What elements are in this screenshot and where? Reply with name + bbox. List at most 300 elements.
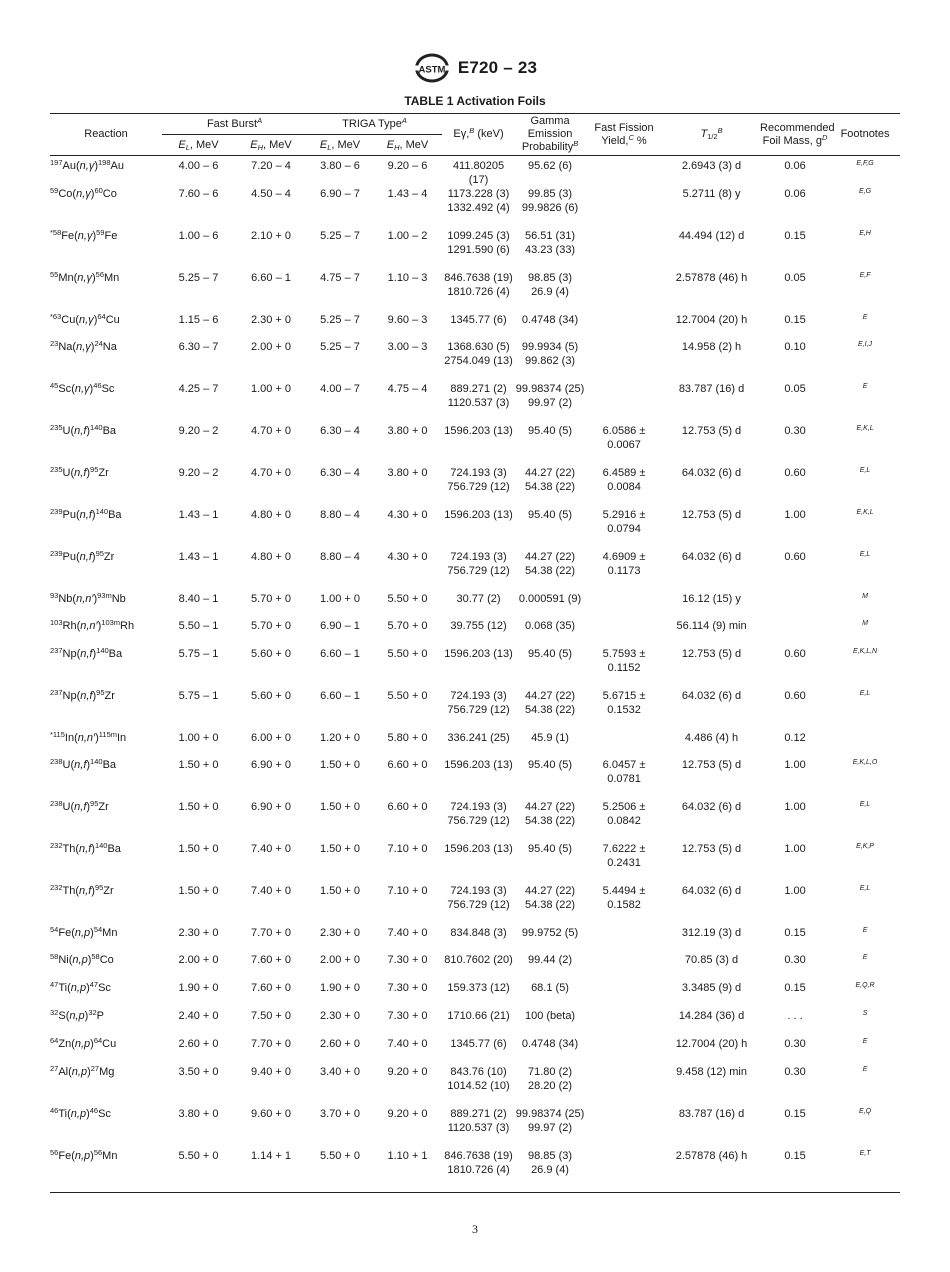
target-mass-number: 232 xyxy=(50,841,63,850)
footnote-refs: E,Q,R xyxy=(855,982,875,989)
footnote-refs: E,L xyxy=(859,551,871,558)
foil-mass-value: 0.30 xyxy=(784,1066,806,1078)
table-row xyxy=(50,156,900,188)
gamma-energy-cell-line-1: 39.755 (12) xyxy=(450,620,507,632)
target-mass-number: 23 xyxy=(50,339,59,348)
foil-mass-value: 0.05 xyxy=(784,383,806,395)
triga-el-cell xyxy=(307,1149,373,1192)
table-row xyxy=(50,1149,900,1192)
col-half-life: $T_{1/2}^B$ xyxy=(663,114,760,156)
product-element: In xyxy=(117,732,127,744)
fast-burst-eh-cell xyxy=(235,592,307,619)
target-mass-number: 64 xyxy=(50,1036,59,1045)
footnote-refs: E,F xyxy=(859,272,871,279)
table-row xyxy=(50,1107,900,1149)
foil-mass-value: 1.00 xyxy=(784,843,806,855)
reaction-channel: n,γ xyxy=(77,230,93,242)
triga-eh-cell-value: 7.10 + 0 xyxy=(387,843,428,855)
half-life-cell xyxy=(663,981,760,1009)
half-life-cell xyxy=(663,187,760,229)
triga-el-cell-value: 6.60 – 1 xyxy=(320,690,360,702)
target-element: Ti xyxy=(58,982,68,994)
half-life-cell xyxy=(663,424,760,466)
fast-burst-el-cell-value: 5.25 – 7 xyxy=(178,272,219,284)
foil-mass-cell xyxy=(760,758,830,800)
footnotes-cell xyxy=(830,313,900,340)
half-life-cell xyxy=(663,647,760,689)
col-fast-fission-yield: Fast Fission Yield,$^C$ % xyxy=(585,114,663,156)
target-element: Co xyxy=(58,188,73,200)
gamma-energy-cell xyxy=(442,340,515,382)
half-life-value: 70.85 (3) d xyxy=(684,954,739,966)
fast-burst-eh-cell-value: 7.40 + 0 xyxy=(250,885,292,897)
triga-el-cell-value: 2.30 + 0 xyxy=(319,1010,361,1022)
fission-yield-cell xyxy=(585,1107,663,1149)
gamma-energy-cell xyxy=(442,758,515,800)
col-triga-el: $E_L$, MeV xyxy=(307,135,373,156)
foil-mass-cell xyxy=(760,800,830,842)
footnotes-cell xyxy=(830,884,900,926)
triga-eh-cell xyxy=(373,424,442,466)
fission-yield-cell xyxy=(585,550,663,592)
half-life-cell xyxy=(663,1149,760,1192)
triga-el-cell xyxy=(307,842,373,884)
fast-burst-el-cell-value: 1.43 – 1 xyxy=(178,509,219,521)
foil-mass-value: 0.60 xyxy=(784,648,806,660)
footnote-refs: E,L xyxy=(859,885,871,892)
fast-burst-eh-cell xyxy=(235,1009,307,1037)
gamma-energy-cell xyxy=(442,382,515,424)
product-element: Mn xyxy=(102,1150,118,1162)
product-mass-number: 24 xyxy=(94,339,103,348)
page-number: 3 xyxy=(472,1222,478,1236)
triga-eh-cell-value: 7.10 + 0 xyxy=(387,885,428,897)
gamma-energy-cell-line-1: 1345.77 (6) xyxy=(450,314,507,326)
gamma-probability-cell-line-1: 99.44 (2) xyxy=(528,954,573,966)
half-life-cell xyxy=(663,689,760,731)
half-life-value: 12.753 (5) d xyxy=(681,648,742,660)
reaction-cell: $^{235}U(n,f)^{95}Zr$ xyxy=(50,465,109,479)
triga-el-cell xyxy=(307,271,373,313)
fission-yield-cell xyxy=(585,271,663,313)
gamma-energy-cell-line-2: 1120.537 (3) xyxy=(447,1122,510,1134)
foil-mass-value: 0.30 xyxy=(784,1038,806,1050)
product-element: Zr xyxy=(103,551,115,563)
triga-el-cell xyxy=(307,981,373,1009)
triga-eh-cell xyxy=(373,466,442,508)
reaction-channel: n,f xyxy=(74,425,87,437)
fast-burst-el-cell xyxy=(162,313,235,340)
fission-yield-cell xyxy=(585,156,663,188)
product-element: P xyxy=(96,1010,105,1022)
triga-el-cell-value: 1.20 + 0 xyxy=(319,732,361,744)
col-triga-eh: $E_H$, MeV xyxy=(373,135,442,156)
fast-burst-el-cell-value: 9.20 – 2 xyxy=(178,425,219,437)
fast-burst-el-cell-value: 8.40 – 1 xyxy=(178,593,219,605)
footnote-refs: E,L xyxy=(859,467,871,474)
foil-mass-value: . . . xyxy=(787,1010,803,1022)
fast-burst-el-cell-value: 5.75 – 1 xyxy=(178,648,219,660)
gamma-probability-cell-line-2: 26.9 (4) xyxy=(531,1164,569,1176)
foil-mass-value: 0.15 xyxy=(784,1108,806,1120)
reaction-cell: $^{239}Pu(n,f)^{95}Zr$ xyxy=(50,549,115,563)
target-element: Th xyxy=(62,885,76,897)
fast-burst-eh-cell xyxy=(235,953,307,981)
table-row xyxy=(50,340,900,382)
fast-burst-el-cell xyxy=(162,229,235,271)
triga-eh-cell xyxy=(373,1065,442,1107)
fission-yield-cell xyxy=(585,382,663,424)
gamma-probability-cell-line-1: 56.51 (31) xyxy=(524,230,576,242)
fission-yield-cell-line-1: 5.7593 ± xyxy=(602,648,646,660)
gamma-energy-cell xyxy=(442,1065,515,1107)
fission-yield-cell-line-1: 5.2916 ± xyxy=(602,509,646,521)
triga-eh-cell-value: 4.30 + 0 xyxy=(387,509,428,521)
triga-el-cell-value: 1.50 + 0 xyxy=(319,759,361,771)
target-mass-number: 237 xyxy=(50,646,63,655)
col-footnotes: Footnotes xyxy=(830,114,900,156)
product-mass-number: 54 xyxy=(93,925,103,934)
foil-mass-cell xyxy=(760,466,830,508)
triga-eh-cell xyxy=(373,689,442,731)
fast-burst-el-cell xyxy=(162,619,235,647)
foil-mass-value: 1.00 xyxy=(784,509,806,521)
footnote-refs: E,T xyxy=(859,1150,871,1157)
reaction-cell: $^{232}Th(n,f)^{95}Zr$ xyxy=(50,883,114,897)
fission-yield-cell-line-1: 5.4494 ± xyxy=(602,885,646,897)
target-element: Th xyxy=(62,843,76,855)
logo-text: ASTM xyxy=(418,64,446,76)
triga-eh-cell-value: 7.40 + 0 xyxy=(387,1038,428,1050)
half-life-cell xyxy=(663,758,760,800)
fission-yield-cell-line-1: 5.2506 ± xyxy=(602,801,646,813)
table-row xyxy=(50,424,900,466)
foil-mass-cell xyxy=(760,619,830,647)
fast-burst-eh-cell-value: 5.70 + 0 xyxy=(250,593,292,605)
half-life-value: 12.753 (5) d xyxy=(681,843,742,855)
reaction-channel: n,γ xyxy=(76,341,91,353)
fast-burst-el-cell-value: 4.00 – 6 xyxy=(178,160,219,172)
gamma-probability-cell-line-1: 0.000591 (9) xyxy=(518,593,582,605)
gamma-probability-cell-line-1: 95.62 (6) xyxy=(528,160,573,172)
fast-burst-eh-cell-value: 7.60 + 0 xyxy=(250,954,292,966)
triga-el-cell-value: 1.50 + 0 xyxy=(319,801,361,813)
gamma-probability-cell-line-2: 28.20 (2) xyxy=(528,1080,573,1092)
gamma-energy-cell xyxy=(442,424,515,466)
triga-el-cell xyxy=(307,229,373,271)
triga-el-cell-value: 5.50 + 0 xyxy=(319,1150,361,1162)
footnotes-cell xyxy=(830,1107,900,1149)
fast-burst-eh-cell xyxy=(235,229,307,271)
gamma-probability-cell-line-1: 98.85 (3) xyxy=(528,1150,573,1162)
footnotes-cell xyxy=(830,271,900,313)
fast-burst-eh-cell-value: 9.60 + 0 xyxy=(250,1108,292,1120)
target-element: Pu xyxy=(62,509,76,521)
reaction-cell: $^{46}Ti(n,p)^{46}Sc$ xyxy=(50,1106,111,1120)
target-element: Sc xyxy=(58,383,72,395)
prime-mark: ′ xyxy=(93,732,96,744)
fission-yield-cell xyxy=(585,466,663,508)
fast-burst-el-cell-value: 1.50 + 0 xyxy=(178,801,219,813)
fast-burst-el-cell xyxy=(162,1149,235,1192)
foil-mass-cell xyxy=(760,187,830,229)
triga-el-cell xyxy=(307,340,373,382)
fast-burst-eh-cell xyxy=(235,1065,307,1107)
gamma-probability-cell xyxy=(515,424,585,466)
triga-el-cell xyxy=(307,592,373,619)
gamma-energy-cell xyxy=(442,1107,515,1149)
foil-mass-value: 0.15 xyxy=(784,314,806,326)
gamma-probability-cell xyxy=(515,800,585,842)
target-element: S xyxy=(58,1010,66,1022)
gamma-probability-cell-line-1: 95.40 (5) xyxy=(528,759,573,771)
foil-mass-value: 0.06 xyxy=(784,188,806,200)
gamma-energy-cell-line-1: 810.7602 (20) xyxy=(444,954,513,966)
table-row xyxy=(50,926,900,953)
reaction-cell: $^{238}U(n,f)^{95}Zr$ xyxy=(50,799,109,813)
gamma-probability-cell-line-1: 95.40 (5) xyxy=(528,648,573,660)
gamma-probability-cell xyxy=(515,508,585,550)
fast-burst-el-cell-value: 1.50 + 0 xyxy=(178,759,219,771)
half-life-cell xyxy=(663,619,760,647)
gamma-probability-cell xyxy=(515,689,585,731)
fission-yield-cell xyxy=(585,592,663,619)
half-life-value: 2.57878 (46) h xyxy=(675,272,748,284)
gamma-probability-cell-line-1: 44.27 (22) xyxy=(524,801,576,813)
gamma-probability-cell xyxy=(515,842,585,884)
fission-yield-cell xyxy=(585,1149,663,1192)
gamma-probability-cell xyxy=(515,550,585,592)
fast-burst-el-cell-value: 2.40 + 0 xyxy=(178,1010,219,1022)
product-element: Na xyxy=(102,341,117,353)
table-row xyxy=(50,187,900,229)
reaction-cell: $^{237}Np(n,f)^{140}Ba$ xyxy=(50,646,123,660)
triga-el-cell-value: 2.30 + 0 xyxy=(319,927,361,939)
reaction-cell: $^{54}Fe(n,p)^{54}Mn$ xyxy=(50,925,118,939)
target-element: Rh xyxy=(62,620,77,632)
half-life-value: 9.458 (12) min xyxy=(676,1066,747,1078)
target-element: Np xyxy=(62,648,77,660)
product-mass-number: 93m xyxy=(97,591,112,600)
target-mass-number: 239 xyxy=(50,507,63,516)
triga-eh-cell xyxy=(373,647,442,689)
triga-el-cell-value: 1.50 + 0 xyxy=(319,885,361,897)
product-mass-number: 27 xyxy=(90,1064,100,1073)
foil-mass-value: 0.30 xyxy=(784,954,806,966)
reaction-channel: n,p xyxy=(72,954,88,966)
product-element: Au xyxy=(110,160,124,172)
gamma-probability-cell-line-1: 95.40 (5) xyxy=(528,509,573,521)
document-header xyxy=(0,52,950,84)
fast-burst-eh-cell-value: 4.80 + 0 xyxy=(250,509,292,521)
fission-yield-cell xyxy=(585,842,663,884)
footnote-refs: E,K,L,N xyxy=(852,648,878,655)
gamma-energy-cell-line-1: 724.193 (3) xyxy=(450,690,507,702)
foil-mass-cell xyxy=(760,1009,830,1037)
gamma-energy-cell xyxy=(442,156,515,188)
gamma-energy-cell xyxy=(442,884,515,926)
triga-eh-cell xyxy=(373,382,442,424)
triga-el-cell-value: 4.00 – 7 xyxy=(320,383,360,395)
triga-eh-cell xyxy=(373,800,442,842)
gamma-energy-cell-line-1: 411.80205 (17) xyxy=(452,160,505,186)
fast-burst-el-cell-value: 2.30 + 0 xyxy=(178,927,219,939)
gamma-energy-cell-line-2: 756.729 (12) xyxy=(447,481,510,493)
gamma-energy-cell xyxy=(442,229,515,271)
target-mass-number: 232 xyxy=(50,883,63,892)
target-mass-number: 93 xyxy=(50,591,59,600)
fast-burst-el-cell-value: 1.15 – 6 xyxy=(178,314,219,326)
fission-yield-cell xyxy=(585,424,663,466)
foil-mass-cell xyxy=(760,592,830,619)
table-body xyxy=(50,156,900,1193)
fast-burst-eh-cell-value: 7.40 + 0 xyxy=(250,843,292,855)
half-life-cell xyxy=(663,800,760,842)
reaction-channel: n,f xyxy=(79,843,92,855)
fission-yield-cell xyxy=(585,981,663,1009)
fission-yield-cell-line-1: 6.0586 ± xyxy=(602,425,646,437)
triga-eh-cell-value: 3.80 + 0 xyxy=(387,425,428,437)
reaction-cell: $^{64}Zn(n,p)^{64}Cu$ xyxy=(50,1036,117,1050)
fast-burst-eh-cell xyxy=(235,800,307,842)
foil-mass-value: 1.00 xyxy=(784,801,806,813)
foil-mass-cell xyxy=(760,271,830,313)
fast-burst-eh-cell-value: 6.00 + 0 xyxy=(250,732,292,744)
triga-el-cell-value: 6.30 – 4 xyxy=(320,425,360,437)
foil-mass-cell xyxy=(760,953,830,981)
product-mass-number: 46 xyxy=(93,381,102,390)
gamma-energy-cell xyxy=(442,731,515,758)
product-element: Ba xyxy=(108,509,122,521)
half-life-value: 83.787 (16) d xyxy=(678,383,745,395)
footnotes-cell xyxy=(830,1037,900,1065)
gamma-energy-cell xyxy=(442,1009,515,1037)
target-mass-number: 54 xyxy=(50,925,59,934)
fission-yield-cell-line-2: 0.0084 xyxy=(607,481,641,493)
footnote-refs: E,F,G xyxy=(856,160,874,167)
triga-el-cell xyxy=(307,926,373,953)
fast-burst-eh-cell-value: 1.14 + 1 xyxy=(250,1150,292,1162)
half-life-value: 64.032 (6) d xyxy=(681,467,742,479)
fast-burst-el-cell xyxy=(162,271,235,313)
triga-el-cell-value: 1.00 + 0 xyxy=(319,593,361,605)
product-mass-number: 64 xyxy=(93,1036,103,1045)
gamma-energy-cell xyxy=(442,953,515,981)
triga-el-cell xyxy=(307,1107,373,1149)
fast-burst-el-cell xyxy=(162,981,235,1009)
target-element: U xyxy=(62,467,71,479)
fast-burst-el-cell xyxy=(162,1037,235,1065)
product-mass-number: 95 xyxy=(94,883,104,892)
gamma-probability-cell-line-1: 44.27 (22) xyxy=(524,551,576,563)
triga-el-cell xyxy=(307,156,373,188)
fast-burst-eh-cell xyxy=(235,981,307,1009)
gamma-energy-cell xyxy=(442,842,515,884)
fast-burst-eh-cell xyxy=(235,508,307,550)
gamma-probability-cell-line-1: 98.85 (3) xyxy=(528,272,573,284)
fast-burst-eh-cell-value: 4.70 + 0 xyxy=(250,425,292,437)
reaction-cell: $^{58}Ni(n,p)^{58}Co$ xyxy=(50,952,114,966)
triga-eh-cell-value: 1.10 – 3 xyxy=(387,272,428,284)
gamma-energy-cell-line-1: 1596.203 (13) xyxy=(444,425,513,437)
foil-mass-value: 0.15 xyxy=(784,927,806,939)
triga-eh-cell-value: 1.43 – 4 xyxy=(387,188,428,200)
product-element: Cu xyxy=(105,314,120,326)
target-element: U xyxy=(62,759,71,771)
target-element: Np xyxy=(62,690,77,702)
gamma-probability-cell-line-2: 54.38 (22) xyxy=(524,704,576,716)
col-fast-burst-el: $E_L$, MeV xyxy=(162,135,235,156)
target-element: Fe xyxy=(58,1150,72,1162)
half-life-value: 12.7004 (20) h xyxy=(675,314,748,326)
foil-mass-value: 0.15 xyxy=(784,230,806,242)
target-element: U xyxy=(62,425,71,437)
triga-el-cell-value: 5.25 – 7 xyxy=(320,230,360,242)
gamma-probability-cell xyxy=(515,1065,585,1107)
triga-eh-cell-value: 1.10 + 1 xyxy=(387,1150,428,1162)
triga-eh-cell xyxy=(373,271,442,313)
half-life-cell xyxy=(663,731,760,758)
fast-burst-el-cell-value: 1.50 + 0 xyxy=(178,885,219,897)
gamma-energy-cell-line-1: 724.193 (3) xyxy=(450,885,507,897)
document-designation: E720 – 23 xyxy=(457,58,538,77)
gamma-energy-cell-line-2: 1014.52 (10) xyxy=(447,1080,510,1092)
triga-eh-cell-value: 4.30 + 0 xyxy=(387,551,428,563)
target-element: Au xyxy=(62,160,76,172)
fast-burst-el-cell xyxy=(162,758,235,800)
fast-burst-eh-cell xyxy=(235,647,307,689)
triga-eh-cell-value: 9.20 + 0 xyxy=(387,1066,428,1078)
triga-el-cell-value: 2.00 + 0 xyxy=(319,954,361,966)
target-mass-number: 45 xyxy=(50,381,59,390)
half-life-value: 16.12 (15) y xyxy=(682,593,741,605)
gamma-energy-cell xyxy=(442,271,515,313)
triga-eh-cell-value: 3.00 – 3 xyxy=(387,341,428,353)
triga-el-cell xyxy=(307,550,373,592)
footnote-refs: E,K,L xyxy=(856,509,874,516)
gamma-probability-cell-line-1: 95.40 (5) xyxy=(528,843,573,855)
triga-el-cell xyxy=(307,884,373,926)
reaction-cell: $^{55}Mn(n,\gamma)^{56}Mn$ xyxy=(50,270,120,284)
reaction-channel: n,γ xyxy=(74,383,90,395)
half-life-value: 4.486 (4) h xyxy=(684,732,739,744)
foil-mass-cell xyxy=(760,340,830,382)
gamma-probability-cell xyxy=(515,884,585,926)
fission-yield-cell-line-1: 4.6909 ± xyxy=(602,551,646,563)
fast-burst-el-cell-value: 2.60 + 0 xyxy=(178,1038,219,1050)
target-mass-number: 63 xyxy=(52,312,62,321)
footnote-refs: E,H xyxy=(859,230,871,237)
gamma-energy-cell-line-1: 1345.77 (6) xyxy=(450,1038,507,1050)
foil-mass-cell xyxy=(760,884,830,926)
prime-mark: ′ xyxy=(95,620,98,632)
fission-yield-cell-line-2: 0.2431 xyxy=(607,857,641,869)
target-element: Ni xyxy=(58,954,69,966)
col-foil-mass: Recommended Foil Mass, $g^D$ xyxy=(760,114,830,156)
reaction-channel: n,γ xyxy=(79,160,95,172)
triga-eh-cell xyxy=(373,592,442,619)
reaction-channel: n,n xyxy=(80,620,96,632)
gamma-probability-cell-line-2: 54.38 (22) xyxy=(524,815,576,827)
target-mass-number: 58 xyxy=(50,952,59,961)
reaction-channel: n,p xyxy=(74,927,91,939)
triga-eh-cell-value: 1.00 – 2 xyxy=(387,230,428,242)
triga-eh-cell-value: 7.30 + 0 xyxy=(387,954,428,966)
half-life-cell xyxy=(663,953,760,981)
half-life-value: 5.2711 (8) y xyxy=(682,188,741,200)
fast-burst-el-cell-value: 2.00 + 0 xyxy=(178,954,219,966)
gamma-probability-cell-line-1: 99.9752 (5) xyxy=(521,927,579,939)
